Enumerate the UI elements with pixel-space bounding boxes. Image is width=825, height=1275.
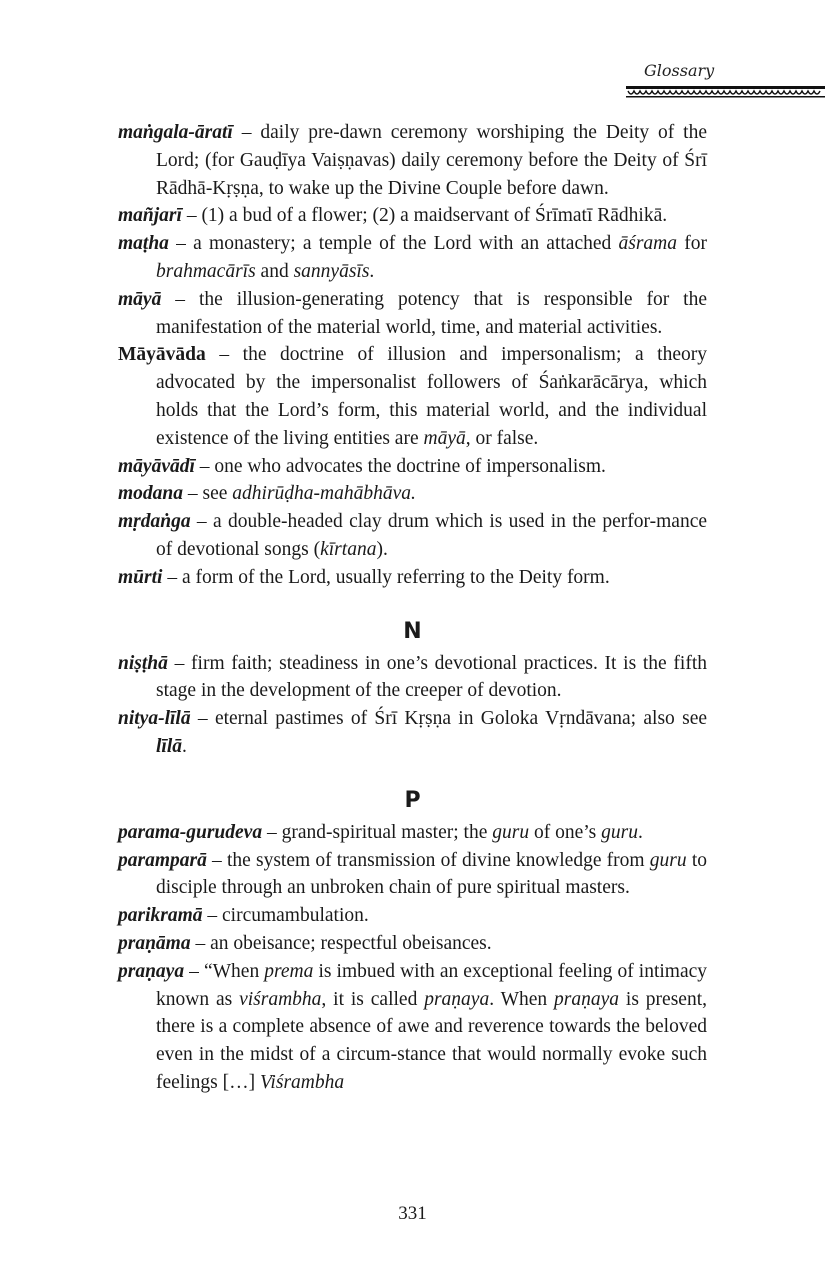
entry-term: parama-gurudeva xyxy=(118,821,263,843)
ornamental-border xyxy=(626,86,825,98)
glossary-entry: māyāvādī – one who advocates the doctrine of impersonalism. xyxy=(118,455,606,477)
glossary-content xyxy=(118,119,707,1097)
entry-term: mūrti xyxy=(118,566,163,588)
entry-term: maṭha xyxy=(118,233,169,255)
entry-term: praṇāma xyxy=(118,932,191,954)
entry-term: niṣṭhā xyxy=(118,652,168,674)
glossary-entry: niṣṭhā – firm faith; steadiness in one’s devotional practices. It is the fifth stage in the development of the creeper of devotion. xyxy=(118,652,707,702)
section-heading-p: P xyxy=(404,787,421,813)
glossary-entry: mūrti – a form of the Lord, usually referring to the Deity form. xyxy=(118,566,610,588)
glossary-entry: māyā – the illusion-generating potency that is responsible for the manifestation of the material world, time, and material activities. xyxy=(118,288,707,338)
glossary-entry: parikramā – circumambulation. xyxy=(118,905,369,927)
glossary-entry: praṇaya – “When prema is imbued with an exceptional feeling of intimacy known as viśrambha, it is called praṇaya. When praṇaya is present, there is a complete absence of awe and reverence towards the beloved even in the midst of a circum-stance that would normally evoke such feelings […] Viśrambha xyxy=(118,960,708,1093)
glossary-entry: parama-gurudeva – grand-spiritual master; the guru of one’s guru. xyxy=(118,821,643,843)
glossary-entry: mañjarī – (1) a bud of a flower; (2) a maidservant of Śrīmatī Rādhikā. xyxy=(118,205,668,227)
running-header-title: Glossary xyxy=(644,61,715,80)
glossary-entry: Māyāvāda – the doctrine of illusion and impersonalism; a theory advocated by the impersonalist followers of Śaṅkarācārya, which holds that the Lord’s form, this material world, and the individual existence of the living entities are māyā, or false. xyxy=(118,344,707,449)
entry-term: paramparā xyxy=(118,849,207,871)
entry-term: mañjarī xyxy=(118,205,182,227)
entry-term: māyāvādī xyxy=(118,455,195,477)
entry-term: modana xyxy=(118,483,184,505)
glossary-entry: nitya-līlā – eternal pastimes of Śrī Kṛṣṇa in Goloka Vṛndāvana; also see līlā. xyxy=(118,708,707,757)
entry-term: mṛdaṅga xyxy=(118,511,191,533)
glossary-entry: paramparā – the system of transmission of divine knowledge from guru to disciple through an unbroken chain of pure spiritual masters. xyxy=(118,849,707,899)
entry-term: maṅgala-āratī xyxy=(118,122,233,143)
entry-term: Māyāvāda xyxy=(118,344,206,366)
glossary-entry: praṇāma – an obeisance; respectful obeisances. xyxy=(118,932,492,954)
page-number: 331 xyxy=(398,1203,427,1224)
glossary-entry: maṭha – a monastery; a temple of the Lord with an attached āśrama for brahmacārīs and sannyāsīs. xyxy=(118,233,707,282)
glossary-entry: modana – see adhirūḍha-mahābhāva. xyxy=(118,483,416,505)
entry-term: nitya-līlā xyxy=(118,708,191,730)
section-heading-n: N xyxy=(403,618,422,644)
entry-term: parikramā xyxy=(118,905,203,927)
glossary-entry: maṅgala-āratī – daily pre-dawn ceremony worshiping the Deity of the Lord; (for Gauḍīya Vaiṣṇavas) daily ceremony before the Deity of Śrī Rādhā-Kṛṣṇa, to wake up the Divine Couple before dawn. xyxy=(118,122,707,199)
entry-term: praṇaya xyxy=(118,960,185,982)
entry-term: māyā xyxy=(118,288,162,310)
glossary-entry: mṛdaṅga – a double-headed clay drum which is used in the perfor-mance of devotional songs (kīrtana). xyxy=(118,511,707,560)
